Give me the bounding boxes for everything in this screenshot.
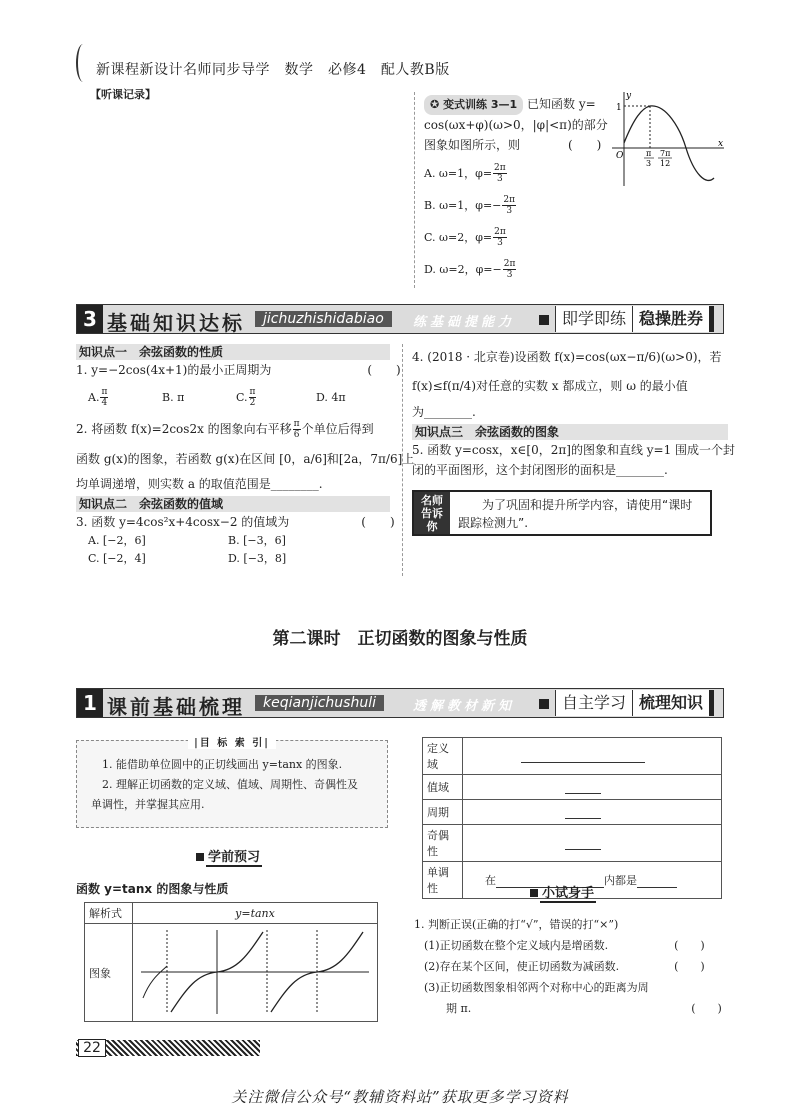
q3-option-a: A. [−2，6] — [88, 534, 146, 547]
banner-box1: 即学即练 — [555, 306, 633, 332]
row-label-expression: 解析式 — [85, 903, 133, 924]
right-column-3 — [412, 344, 736, 536]
q1-option-a: A. $\frac{\pi}{4}$ — [88, 386, 108, 408]
q1-option-c: C. $\frac{\pi}{2}$ — [236, 386, 256, 408]
column-divider-3 — [402, 344, 403, 576]
question-3-options — [76, 532, 390, 568]
option-a: A. ω=1，φ= $\frac{2\pi}{3}$ — [424, 162, 506, 184]
parity-blank — [565, 836, 601, 850]
properties-table — [422, 737, 722, 899]
question-4-line3: 为________. — [412, 405, 476, 419]
goals-title: |目 标 索 引| — [77, 734, 387, 749]
tan-graph-cell — [133, 924, 378, 1022]
variant-training — [424, 94, 610, 285]
column-divider — [414, 92, 415, 288]
teacher-text: 为了巩固和提升所学内容，请使用“课时跟踪检测九”. — [458, 498, 693, 530]
prop-domain: 定义域 — [423, 738, 463, 775]
banner-pinyin: keqianjichushuli — [255, 695, 384, 711]
x-label: x — [718, 139, 724, 149]
origin-label: O — [616, 151, 624, 161]
question-2-line1: 2. 将函数 f(x)=2cos2x 的图象向右平移 $\frac{\pi}{6}$ 个单位后得到 — [76, 418, 374, 440]
knowledge-point-3: 知识点三 余弦函数的图象 — [412, 424, 728, 440]
trial-heading: 小试身手 — [530, 882, 596, 901]
question-5-line1: 5. 函数 y=cosx，x∈[0，2π]的图象和直线 y=1 围成一个封 — [412, 443, 736, 457]
goal-3: 单调性，并掌握其应用. — [91, 798, 205, 811]
tan-graph — [137, 926, 373, 1016]
banner-box2: 梳理知识 — [633, 690, 714, 716]
option-d: D. ω=2，φ=− $\frac{2\pi}{3}$ — [424, 258, 516, 280]
mono-middle: 内都是 — [604, 874, 637, 887]
question-5-line2: 闭的平面图形，这个封闭图形的面积是________. — [412, 463, 668, 477]
row-label-graph: 图象 — [85, 924, 133, 1022]
q1-option-b: B. π — [162, 390, 185, 404]
cosine-graph — [606, 88, 730, 188]
goals-box — [76, 740, 388, 828]
goal-1: 1. 能借助单位圆中的正切线画出 y=tanx 的图象. — [102, 758, 343, 771]
tan-branch — [143, 966, 167, 998]
variant-stem-3: 图象如图所示，则 ( ) — [424, 138, 602, 152]
range-blank — [565, 780, 601, 794]
question-3: 3. 函数 y=4cos²x+4cosx−2 的值域为 ( ) — [76, 515, 395, 529]
footer-note: 关注微信公众号“教辅资料站”获取更多学习资料 — [231, 1088, 569, 1106]
option-c: C. ω=2，φ= $\frac{2\pi}{3}$ — [424, 226, 506, 248]
listen-record-label: 【听课记录】 — [90, 88, 156, 101]
prop-range: 值域 — [423, 775, 463, 800]
variant-stem-2: cos(ωx+φ)(ω>0，|φ|<π)的部分 — [424, 118, 608, 132]
book-title: 新课程新设计名师同步导学 数学 必修4 配人教B版 — [96, 62, 450, 78]
q3-option-b: B. [−3，6] — [228, 534, 286, 547]
tan-func-title: 函数 y=tanx 的图象与性质 — [76, 882, 229, 896]
banner-number: 1 — [77, 689, 103, 717]
question-2-line3: 均单调递增，则实数 a 的取值范围是________. — [76, 477, 323, 491]
banner-square-icon — [539, 699, 549, 709]
trial-questions — [414, 914, 726, 1019]
pre-study-heading: 学前预习 — [196, 846, 262, 865]
teacher-tag: 名师告诉你 — [414, 492, 450, 534]
q1-option-d: D. 4π — [316, 390, 346, 404]
variant-badge: ✪ 变式训练 3—1 — [424, 95, 523, 115]
heading-square-icon — [530, 889, 538, 897]
q3-option-c: C. [−2，4] — [88, 552, 146, 565]
prop-parity: 奇偶性 — [423, 825, 463, 862]
q3-option-d: D. [−3，8] — [228, 552, 287, 565]
knowledge-point-2: 知识点二 余弦函数的值域 — [76, 496, 390, 512]
row-value-expression: y=tanx — [133, 903, 378, 924]
goal-2: 2. 理解正切函数的定义域、值域、周期性、奇偶性及 — [102, 778, 358, 791]
question-4-line1: 4. (2018 · 北京卷)设函数 f(x)=cos(ωx−π/6)(ω>0)，若 — [412, 350, 722, 364]
page-number: 22 — [78, 1039, 106, 1057]
tick-pi3-num: π — [646, 149, 652, 158]
domain-blank — [521, 749, 645, 763]
tan-table — [84, 902, 378, 1022]
period-blank — [565, 805, 601, 819]
heading-square-icon — [196, 853, 204, 861]
prop-monotonic: 单调性 — [423, 862, 463, 899]
trial-s3b: 期 π. ( ) — [446, 1002, 722, 1015]
section-title: 第二课时 正切函数的图象与性质 — [272, 629, 528, 649]
mono-prefix: 在 — [485, 874, 496, 887]
one-label: 1 — [616, 103, 622, 113]
star-icon: ✪ — [430, 98, 440, 111]
banner-slogan: 练基础提能力 — [413, 315, 516, 330]
option-b: B. ω=1，φ=− $\frac{2\pi}{3}$ — [424, 194, 516, 216]
banner-title: 课前基础梳理 — [107, 695, 245, 719]
banner-box1: 自主学习 — [555, 690, 633, 716]
y-label: y — [626, 91, 632, 101]
tick-pi3-den: 3 — [646, 159, 652, 168]
header-bracket — [76, 44, 90, 82]
banner-square-icon — [539, 315, 549, 325]
mono-blank-2 — [637, 874, 677, 888]
banner-basic-knowledge — [76, 304, 724, 334]
tick-7pi12-den: 12 — [660, 159, 671, 168]
question-1-options — [76, 380, 390, 414]
variant-stem-1: 已知函数 y= — [527, 97, 596, 111]
banner-pre-class — [76, 688, 724, 718]
tick-7pi12-num: 7π — [660, 149, 671, 158]
trial-s3a: (3)正切函数图象相邻两个对称中心的距离为周 — [424, 981, 649, 994]
trial-s1: (1)正切函数在整个定义域内是增函数. ( ) — [424, 939, 705, 952]
banner-box2: 稳操胜券 — [633, 306, 714, 332]
question-1: 1. y=−2cos(4x+1)的最小正周期为 ( ) — [76, 363, 401, 377]
question-2-line2: 函数 g(x)的图象，若函数 g(x)在区间 [0，a/6]和[2a，7π/6]上 — [76, 452, 415, 466]
left-column-3 — [76, 344, 415, 568]
teacher-tip-box — [412, 490, 712, 536]
prop-period: 周期 — [423, 800, 463, 825]
trial-s2: (2)存在某个区间，使正切函数为减函数. ( ) — [424, 960, 705, 973]
banner-number: 3 — [77, 305, 103, 333]
trial-q1: 1. 判断正误(正确的打“√”，错误的打“×”) — [414, 918, 619, 931]
banner-pinyin: jichuzhishidabiao — [255, 311, 392, 327]
curve — [624, 106, 714, 181]
banner-slogan: 透解教材新知 — [413, 699, 516, 714]
question-4-line2: f(x)≤f(π/4)对任意的实数 x 都成立，则 ω 的最小值 — [412, 379, 688, 393]
knowledge-point-1: 知识点一 余弦函数的性质 — [76, 344, 390, 360]
banner-title: 基础知识达标 — [107, 311, 245, 335]
